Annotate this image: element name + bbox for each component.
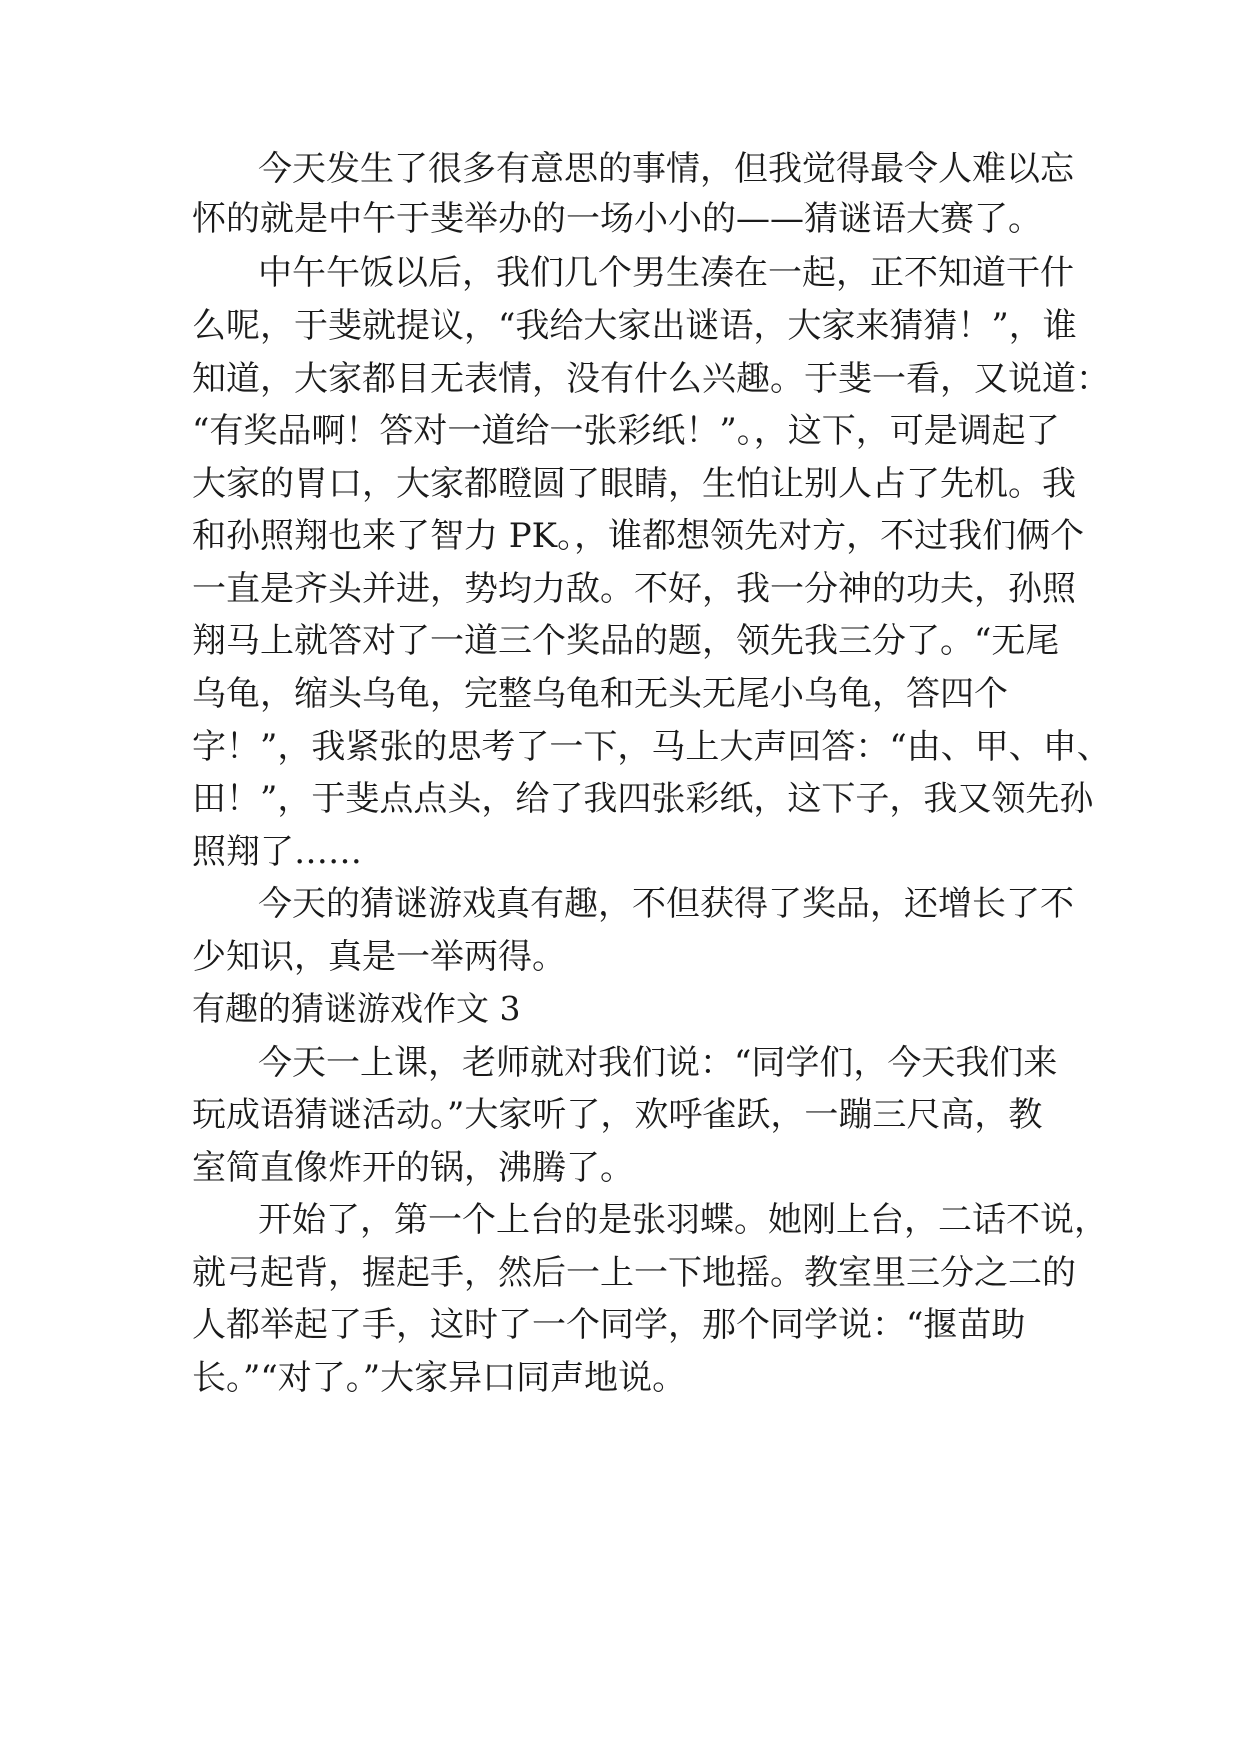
text-line: 照翔了…… <box>192 832 362 872</box>
text-line: 中午午饭以后，我们几个男生凑在一起，正不知道干什 <box>258 253 1074 293</box>
text-line: 和孙照翔也来了智力 PK。，谁都想领先对方，不过我们俩个 <box>192 516 1085 556</box>
section-heading: 有趣的猜谜游戏作文 3 <box>192 989 521 1028</box>
text-line: “有奖品啊！答对一道给一张彩纸！”。，这下，可是调起了 <box>192 411 1060 451</box>
text-line: 知道，大家都目无表情，没有什么兴趣。于斐一看，又说道： <box>192 359 1110 399</box>
text-line: 就弓起背，握起手，然后一上一下地摇。教室里三分之二的 <box>192 1253 1076 1293</box>
text-line: 大家的胃口，大家都瞪圆了眼睛，生怕让别人占了先机。我 <box>192 464 1076 504</box>
text-line: 开始了，第一个上台的是张羽蝶。她刚上台，二话不说， <box>258 1200 1108 1240</box>
text-line: 长。”“对了。”大家异口同声地说。 <box>192 1358 687 1398</box>
text-line: 字！”，我紧张的思考了一下，马上大声回答：“由、甲、申、 <box>192 727 1111 767</box>
text-line: 么呢，于斐就提议，“我给大家出谜语，大家来猜猜！”，谁 <box>192 306 1077 346</box>
text-line: 人都举起了手，这时了一个同学，那个同学说：“揠苗助 <box>192 1305 1026 1345</box>
text-line: 室简直像炸开的锅，沸腾了。 <box>192 1148 634 1188</box>
text-line: 玩成语猜谜活动。”大家听了，欢呼雀跃，一蹦三尺高，教 <box>192 1095 1043 1135</box>
text-line: 田！”，于斐点点头，给了我四张彩纸，这下子，我又领先孙 <box>192 779 1094 819</box>
text-line: 乌龟，缩头乌龟，完整乌龟和无头无尾小乌龟，答四个 <box>192 674 1008 714</box>
text-line: 翔马上就答对了一道三个奖品的题，领先我三分了。“无尾 <box>192 621 1060 661</box>
text-line: 怀的就是中午于斐举办的一场小小的——猜谜语大赛了。 <box>192 199 1042 239</box>
text-line: 一直是齐头并进，势均力敌。不好，我一分神的功夫，孙照 <box>192 569 1076 609</box>
text-line: 今天发生了很多有意思的事情，但我觉得最令人难以忘 <box>258 149 1074 189</box>
text-line: 今天一上课，老师就对我们说：“同学们，今天我们来 <box>258 1043 1058 1083</box>
text-line: 今天的猜谜游戏真有趣，不但获得了奖品，还增长了不 <box>258 884 1074 924</box>
text-line: 少知识，真是一举两得。 <box>192 937 566 977</box>
